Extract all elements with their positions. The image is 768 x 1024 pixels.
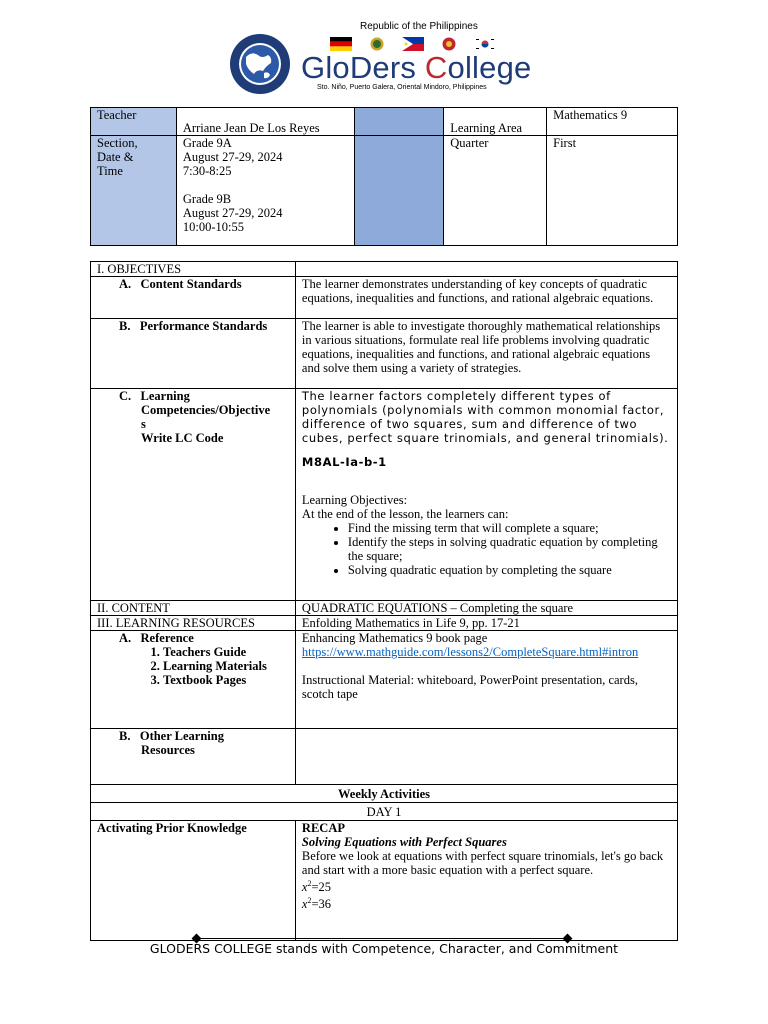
eq2-exponent: 2: [307, 896, 312, 906]
day-heading: DAY 1: [91, 803, 678, 821]
eq1-variable: x: [301, 880, 308, 895]
germany-flag-icon: [330, 37, 352, 51]
section-b-grade: Grade 9B: [182, 192, 232, 206]
quarter-label-cell: [444, 136, 547, 246]
learning-objectives-list: [302, 521, 671, 577]
recap-subtitle: Solving Equations with Perfect Squares: [301, 835, 507, 849]
section-b-date: August 27-29, 2024: [182, 206, 283, 220]
section-label-cell: [91, 136, 177, 246]
objectives-blank-cell: [295, 262, 677, 277]
other-resources-label-cell: [91, 729, 296, 785]
section-b-time: 10:00-10:55: [182, 220, 244, 234]
other-marker: B.: [119, 729, 131, 743]
c-title-4: Write LC Code: [141, 431, 224, 445]
resources-value-cell: Enfolding Mathematics in Life 9, pp. 17-21: [295, 616, 677, 631]
info-table: [90, 107, 678, 246]
equation-2: [302, 894, 671, 911]
b-title: Performance Standards: [139, 319, 268, 333]
quarter-value: First: [553, 136, 577, 150]
flag-row: [330, 37, 496, 51]
college-address: Sto. Niño, Puerto Galera, Oriental Mindoro, Philippines: [317, 84, 487, 91]
competencies-content: [295, 389, 677, 601]
college-name-initial: C: [424, 50, 448, 85]
learning-area-value: Mathematics 9: [553, 108, 628, 122]
learning-objectives-heading: Learning Objectives:: [301, 493, 408, 507]
performance-standards-label: [91, 319, 296, 389]
resources-heading: III. LEARNING RESOURCES: [97, 616, 255, 630]
objectives-heading-cell: [91, 262, 296, 277]
footer-motto: GLODERS COLLEGE stands with Competence, Character, and Commitment: [149, 941, 619, 956]
blank-blue-cell-2: [354, 136, 444, 246]
republic-text: Republic of the Philippines: [360, 21, 478, 32]
other-title-1: Other Learning: [139, 729, 224, 743]
learning-area-value-cell: [547, 108, 678, 136]
philippines-flag-icon: [402, 37, 424, 51]
section-a-date: August 27-29, 2024: [182, 150, 283, 164]
weekly-activities-heading: Weekly Activities: [91, 785, 678, 803]
reference-list: [119, 645, 289, 687]
recap-content-cell: [295, 821, 677, 941]
teacher-label-cell: [91, 108, 177, 136]
quarter-value-cell: [547, 136, 678, 246]
lesson-plan-table: [90, 261, 678, 941]
recap-text: Before we look at equations with perfect square trinomials, let's go back and start with a more basic equation with a perfect square.: [301, 849, 664, 877]
list-item: 3. Textbook Pages: [163, 673, 289, 687]
content-standards-label: [91, 277, 296, 319]
list-item: 2. Learning Materials: [163, 659, 289, 673]
instructional-materials: Instructional Material: whiteboard, PowerPoint presentation, cards, scotch tape: [301, 673, 638, 701]
blank-blue-cell: [354, 108, 444, 136]
eq2-variable: x: [301, 897, 308, 912]
seal-icon: [366, 37, 388, 51]
c-marker: C.: [119, 389, 132, 403]
section-a-time: 7:30-8:25: [182, 164, 232, 178]
list-item: • Solving quadratic equation by completing the square: [348, 563, 671, 577]
lc-code: M8AL-Ia-b-1: [301, 455, 387, 469]
performance-standards-text: The learner is able to investigate thoroughly mathematical relationships in various situations, formulate real life problems involving quadratic equations, inequalities and functions, and rational algebraic equations and solve them using a variety of strategies.: [295, 319, 677, 389]
list-item: • Find the missing term that will complete a square;: [348, 521, 671, 535]
teacher-name: Arriane Jean De Los Reyes: [182, 121, 320, 135]
reference-link[interactable]: https://www.mathguide.com/lessons2/CompleteSquare.html#intron: [301, 645, 639, 659]
section-label-line2: Date &: [97, 150, 134, 164]
section-a-grade: Grade 9A: [182, 136, 232, 150]
other-title-2: Resources: [141, 743, 195, 757]
recap-title: RECAP: [301, 821, 345, 835]
resources-heading-cell: [91, 616, 296, 631]
section-label-line1: Section,: [97, 136, 138, 150]
objectives-heading: I. OBJECTIVES: [97, 262, 182, 276]
reference-book: Enhancing Mathematics 9 book page: [301, 631, 488, 645]
list-item: 1. Teachers Guide: [163, 645, 289, 659]
footer-divider: [196, 938, 568, 939]
a-title: Content Standards: [140, 277, 242, 291]
college-name: [301, 50, 531, 86]
reference-content-cell: [295, 631, 677, 729]
a-marker: A.: [119, 277, 132, 291]
quarter-label: Quarter: [450, 136, 489, 150]
eq1-exponent: 2: [307, 879, 312, 888]
college-name-part1: GloDers: [301, 50, 417, 85]
learning-objectives-intro: At the end of the lesson, the learners can:: [301, 507, 509, 521]
learning-area-label-cell: [444, 108, 547, 136]
emblem-icon: [438, 37, 460, 51]
learning-area-label: Learning Area: [450, 121, 523, 135]
activating-prior-knowledge-label: Activating Prior Knowledge: [91, 821, 296, 941]
content-heading: II. CONTENT: [97, 601, 170, 615]
section-value-cell: [176, 136, 354, 246]
section-label-line3: Time: [97, 164, 123, 178]
reference-label-cell: [91, 631, 296, 729]
competency-text: The learner factors completely different types of polynomials (polynomials with common monomial factor, difference of two squares, sum and difference of two cubes, perfect square trinomials, and general trinomials).: [301, 389, 669, 445]
c-title-3: s: [141, 417, 146, 431]
b-marker: B.: [119, 319, 131, 333]
college-seal-logo: [224, 33, 296, 95]
content-standards-text: The learner demonstrates understanding of key concepts of quadratic equations, inequalities and functions, and rational algebraic equations.: [295, 277, 677, 319]
eq1-rest: =25: [311, 880, 332, 895]
content-heading-cell: [91, 601, 296, 616]
ref-marker: A.: [119, 631, 132, 645]
ref-title: Reference: [140, 631, 194, 645]
c-title-2: Competencies/Objective: [141, 403, 271, 417]
equation-1: [302, 877, 671, 894]
letterhead: [0, 0, 768, 100]
other-resources-blank-cell: [295, 729, 677, 785]
content-value-cell: QUADRATIC EQUATIONS – Completing the square: [295, 601, 677, 616]
korea-flag-icon: [474, 37, 496, 51]
list-item: • Identify the steps in solving quadratic equation by completing the square;: [348, 535, 671, 563]
c-title-1: Learning: [140, 389, 190, 403]
teacher-label: Teacher: [97, 108, 137, 122]
competencies-label: [91, 389, 296, 601]
teacher-name-cell: [176, 108, 354, 136]
eq2-rest: =36: [311, 897, 332, 912]
college-name-rest: ollege: [447, 50, 532, 85]
